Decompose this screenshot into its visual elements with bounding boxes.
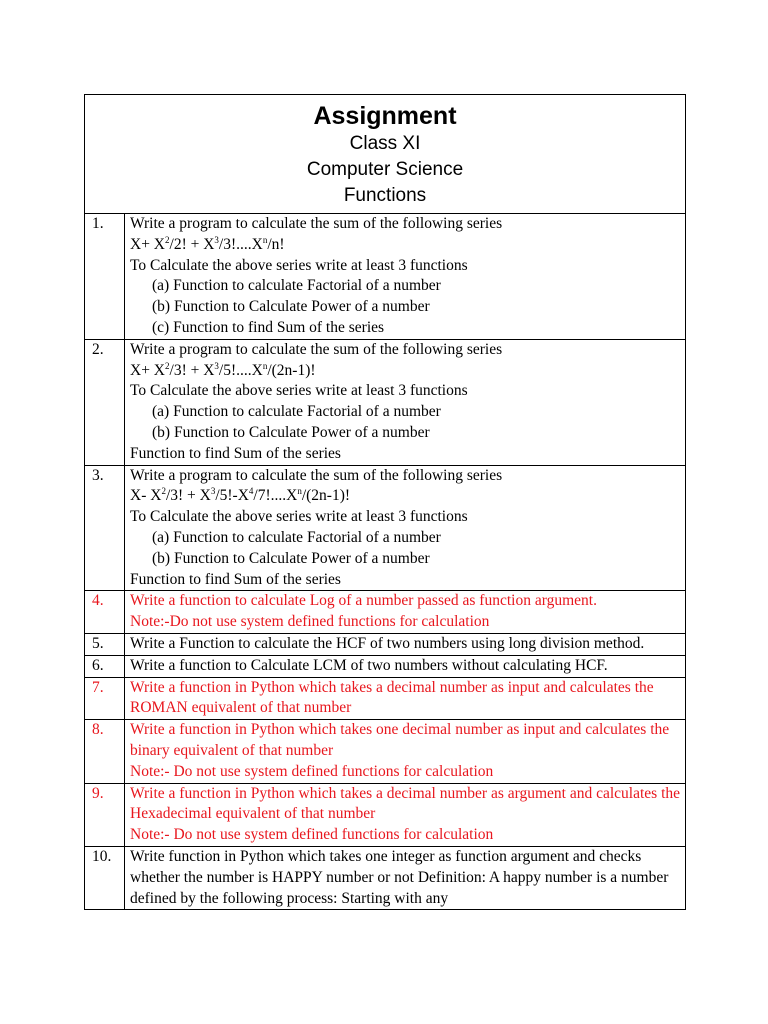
question-number: 5. bbox=[85, 633, 125, 655]
question-text: Write a function to Calculate LCM of two numbers without calculating HCF. bbox=[130, 656, 608, 674]
question-note: Note:- Do not use system defined functions for calculation bbox=[130, 762, 494, 780]
question-text: Write a Function to calculate the HCF of two numbers using long division method. bbox=[130, 634, 645, 652]
question-number: 4. bbox=[85, 591, 125, 634]
question-row-7 bbox=[85, 677, 686, 720]
sub-item-b: (b) Function to Calculate Power of a number bbox=[152, 423, 430, 441]
question-content bbox=[125, 655, 686, 677]
question-row-9 bbox=[85, 783, 686, 846]
question-number: 1. bbox=[85, 214, 125, 340]
question-content bbox=[125, 465, 686, 591]
instruction-text: To Calculate the above series write at least 3 functions bbox=[130, 256, 468, 274]
question-content bbox=[125, 783, 686, 846]
question-row-2 bbox=[85, 339, 686, 465]
header-cell bbox=[85, 95, 686, 214]
question-note: Note:- Do not use system defined functions for calculation bbox=[130, 826, 494, 844]
question-content bbox=[125, 846, 686, 909]
question-row-10 bbox=[85, 846, 686, 909]
question-number: 7. bbox=[85, 677, 125, 720]
question-text: Write a program to calculate the sum of the following series bbox=[130, 215, 503, 232]
question-text: Write a program to calculate the sum of the following series bbox=[130, 466, 503, 484]
question-content bbox=[125, 591, 686, 634]
sub-item-a: (a) Function to calculate Factorial of a number bbox=[152, 528, 441, 546]
sub-item-a: (a) Function to calculate Factorial of a number bbox=[152, 403, 441, 421]
question-text: Write a function in Python which takes one decimal number as input and calculates the binary equivalent of that number bbox=[130, 721, 670, 759]
question-content bbox=[125, 633, 686, 655]
question-row-5 bbox=[85, 633, 686, 655]
question-content bbox=[125, 720, 686, 783]
sub-item-c: (c) Function to find Sum of the series bbox=[152, 318, 385, 336]
class-label: Class XI bbox=[349, 133, 421, 154]
question-text: Write a function to calculate Log of a number passed as function argument. bbox=[130, 592, 597, 610]
instruction-text: To Calculate the above series write at least 3 functions bbox=[130, 508, 468, 526]
question-row-1 bbox=[85, 214, 686, 340]
series-formula: X- $X^2/3$! + $X^3/5!-X^4/7!....X^n/(2n-1)$! bbox=[130, 486, 351, 505]
question-text: Write a function in Python which takes a decimal number as input and calculates the ROMAN equivalent of that number bbox=[130, 678, 654, 717]
question-number: 9. bbox=[85, 783, 125, 846]
question-number: 10. bbox=[85, 846, 125, 909]
page-title: Assignment bbox=[313, 102, 457, 130]
question-content bbox=[125, 677, 686, 720]
question-row-6 bbox=[85, 655, 686, 677]
question-number: 3. bbox=[85, 465, 125, 591]
sub-item-b: (b) Function to Calculate Power of a number bbox=[152, 298, 430, 316]
series-formula: $X+ X^2/2$! + $X^3/3!....X^n/n$! bbox=[130, 234, 285, 253]
instruction-text: To Calculate the above series write at least 3 functions bbox=[130, 382, 468, 400]
question-text: Write a program to calculate the sum of the following series bbox=[130, 340, 503, 358]
sub-item-a: (a) Function to calculate Factorial of a number bbox=[152, 277, 441, 295]
assignment-table bbox=[84, 94, 686, 910]
sub-item-b: (b) Function to Calculate Power of a number bbox=[152, 549, 430, 567]
subject-label: Computer Science bbox=[306, 159, 464, 180]
question-text: Write a function in Python which takes a decimal number as argument and calculates the Hexadecimal equivalent of that number bbox=[130, 784, 681, 823]
question-row-8 bbox=[85, 720, 686, 783]
question-row-3 bbox=[85, 465, 686, 591]
sub-item-c: Function to find Sum of the series bbox=[130, 444, 341, 462]
header-row bbox=[85, 95, 686, 214]
question-number: 8. bbox=[85, 720, 125, 783]
question-number: 6. bbox=[85, 655, 125, 677]
question-content bbox=[125, 339, 686, 465]
question-note: Note:-Do not use system defined functions for calculation bbox=[130, 613, 490, 631]
topic-label: Functions bbox=[343, 185, 427, 206]
question-content bbox=[125, 214, 686, 340]
question-row-4 bbox=[85, 591, 686, 634]
question-text: Write function in Python which takes one integer as function argument and checks whether the number is HAPPY number or not Definition: A happy number is a number defined by the following process: Starting with any bbox=[130, 847, 669, 907]
series-formula: $X+ X^2/3$! + $X^3/5!....X^n/(2n-1)$! bbox=[130, 360, 316, 379]
sub-item-c: Function to find Sum of the series bbox=[130, 570, 341, 588]
question-number: 2. bbox=[85, 339, 125, 465]
